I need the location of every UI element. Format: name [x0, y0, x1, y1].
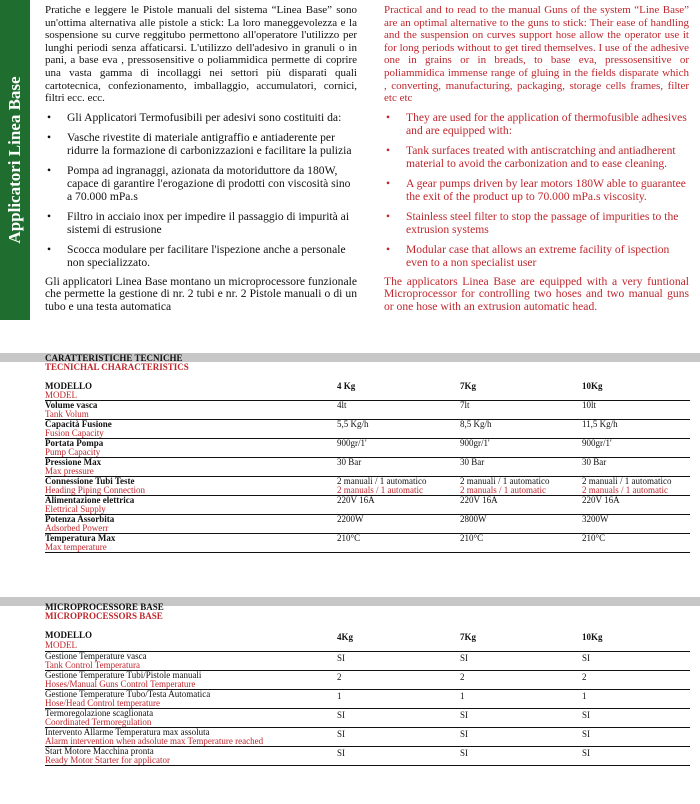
bullet-icon: • — [386, 110, 391, 124]
bullet-icon: • — [47, 242, 52, 256]
table-header-row: MODELLO MODEL 4Kg 7Kg 10Kg — [45, 631, 690, 652]
tech-table — [45, 354, 690, 553]
table-row: Start Motore Macchina pronta Ready Motor Starter for applicator SI SI SI — [45, 747, 690, 766]
list-item: • They are used for the application of thermofusible adhesives and are equipped with: — [386, 110, 687, 137]
bullet-list-en — [384, 111, 689, 269]
list-item: • Tank surfaces treated with antiscratching and antiadherent material to avoid the carbonization and to ease cleaning. — [386, 143, 676, 170]
intro-english — [384, 4, 689, 314]
list-item: • A gear pumps driven by lear motors 180W able to guarantee the exit of the product up to 70.000 mPa.s viscosity. — [386, 176, 686, 203]
list-item: • Filtro in acciaio inox per impedire il passaggio di impurità ai sistemi di estrusione — [47, 209, 350, 236]
intro-italian — [45, 4, 357, 314]
bullet-icon: • — [386, 143, 391, 157]
sidebar-band — [0, 0, 30, 320]
table-row: Temperatura Max Max temperature 210°C 210°C 210°C — [45, 534, 690, 553]
closing-paragraph-en: The applicators Linea Base are equipped with a very funtional Microprocessor for controlling two hoses and two manual guns or one hose with an extrusion automatic head. — [384, 274, 689, 313]
intro-paragraph-en: Practical and to read to the manual Guns of the system “Line Base” are an optimal alternative to the guns to stick: Their ease of handling and the suspension on curves support hose allow the operator use it for long periods without to get tired themselves. I use of the adhesive one in grains or in breads, to base eva, pressosensitive or poliammidica immense range of gluing in the fields disparate which , converting, manufacturing, packaging, storage cells frames, filter etc etc — [384, 4, 689, 105]
table-row: Portata Pompa Pump Capacity 900gr/1' 900gr/1' 900gr/1' — [45, 439, 690, 458]
bullet-icon: • — [47, 163, 52, 177]
bullet-icon: • — [386, 242, 391, 256]
table-row: Capacità Fusione Fusion Capacity 5,5 Kg/h 8,5 Kg/h 11,5 Kg/h — [45, 420, 690, 439]
table-row: Pressione Max Max pressure 30 Bar 30 Bar 30 Bar — [45, 458, 690, 477]
table-row: Termoregolazione scaglionata Coordinated Termoregulation SI SI SI — [45, 709, 690, 728]
table-row: Gestione Temperature vasca Tank Control Temperatura SI SI SI — [45, 652, 690, 671]
bullet-icon: • — [47, 110, 52, 124]
bullet-icon: • — [47, 209, 52, 223]
list-item: • Gli Applicatori Termofusibili per adesivi sono costituiti da: — [47, 110, 342, 124]
list-item: • Modular case that allows an extreme facility of ispection even to a non specialist user — [386, 242, 670, 269]
intro-paragraph-it: Pratiche e leggere le Pistole manuali del sistema “Linea Base” sono un'ottima alternativa alle pistole a stick: La loro maneggevolezza e la sospensione su curve reggitubo permettono all'operatore l'utilizzo per lunghi periodi senza affaticarsi. L'utilizzo dell'adesivo in granuli o in pani, a base eva , pressosensitive o poliammidica permette di coprire una vasta gamma di incollaggi nei settori più disparati quali cartotecnica, confezionamento, imballaggio, accumulatori, cornici, filtri ecc. ecc. — [45, 4, 357, 105]
table-row: Volume vasca Tank Volum 4lt 7lt 10lt — [45, 401, 690, 420]
bullet-icon: • — [386, 176, 391, 190]
micro-table — [45, 603, 690, 766]
table-row: Alimentazione elettrica Elettrical Supply 220V 16A 220V 16A 220V 16A — [45, 496, 690, 515]
bullet-icon: • — [386, 209, 391, 223]
list-item: • Vasche rivestite di materiale antigraffio e antiaderente per ridurre la formazione di carbonizzazioni e facilitare la pulizia — [47, 130, 352, 157]
table-row: Gestione Temperature Tubi/Pistole manuali Hoses/Manual Guns Control Temperature 2 2 2 — [45, 671, 690, 690]
sidebar-title: Applicatori Linea Base — [5, 76, 24, 244]
list-item: • Stainless steel filter to stop the passage of impurities to the extrusion systems — [386, 209, 679, 236]
section-title: MICROPROCESSORE BASE MICROPROCESSORS BASE — [45, 602, 164, 621]
bullet-icon: • — [47, 130, 52, 144]
closing-paragraph-it: Gli applicatori Linea Base montano un microprocessore funzionale che permette la gestione di nr. 2 tubi e nr. 2 Pistole manuali o di un tubo e una testa automatica — [45, 274, 357, 313]
table-row: Intervento Allarme Temperatura max assoluta Alarm intervention when adsolute max Temperature reached SI SI SI — [45, 728, 690, 747]
section-title: CARATTERISTICHE TECNICHE TECNICHAL CHARACTERISTICS — [45, 353, 189, 372]
bullet-list-it — [45, 111, 357, 269]
list-item: • Pompa ad ingranaggi, azionata da motoriduttore da 180W, capace di garantire l'erogazione di prodotti con viscosità sino a 70.000 mPa.s — [47, 163, 351, 203]
table-row: Potenza Assorbita Adsorbed Powerr 2200W 2800W 3200W — [45, 515, 690, 534]
table-row: Gestione Temperature Tubo/Testa Automatica Hose/Head Control temperature 1 1 1 — [45, 690, 690, 709]
table-header-row: MODELLO MODEL 4 Kg 7Kg 10Kg — [45, 382, 690, 401]
list-item: • Scocca modulare per facilitare l'ispezione anche a personale non specializzato. — [47, 242, 346, 269]
table-row: Connessione Tubi Teste Heading Piping Connection 2 manuali / 1 automatico 2 manuals / 1 automatic 2 manuali / 1 automatico 2 manuals / 1 automatic 2 manuali / 1 automatico 2 manuals / 1 automatic — [45, 477, 690, 496]
